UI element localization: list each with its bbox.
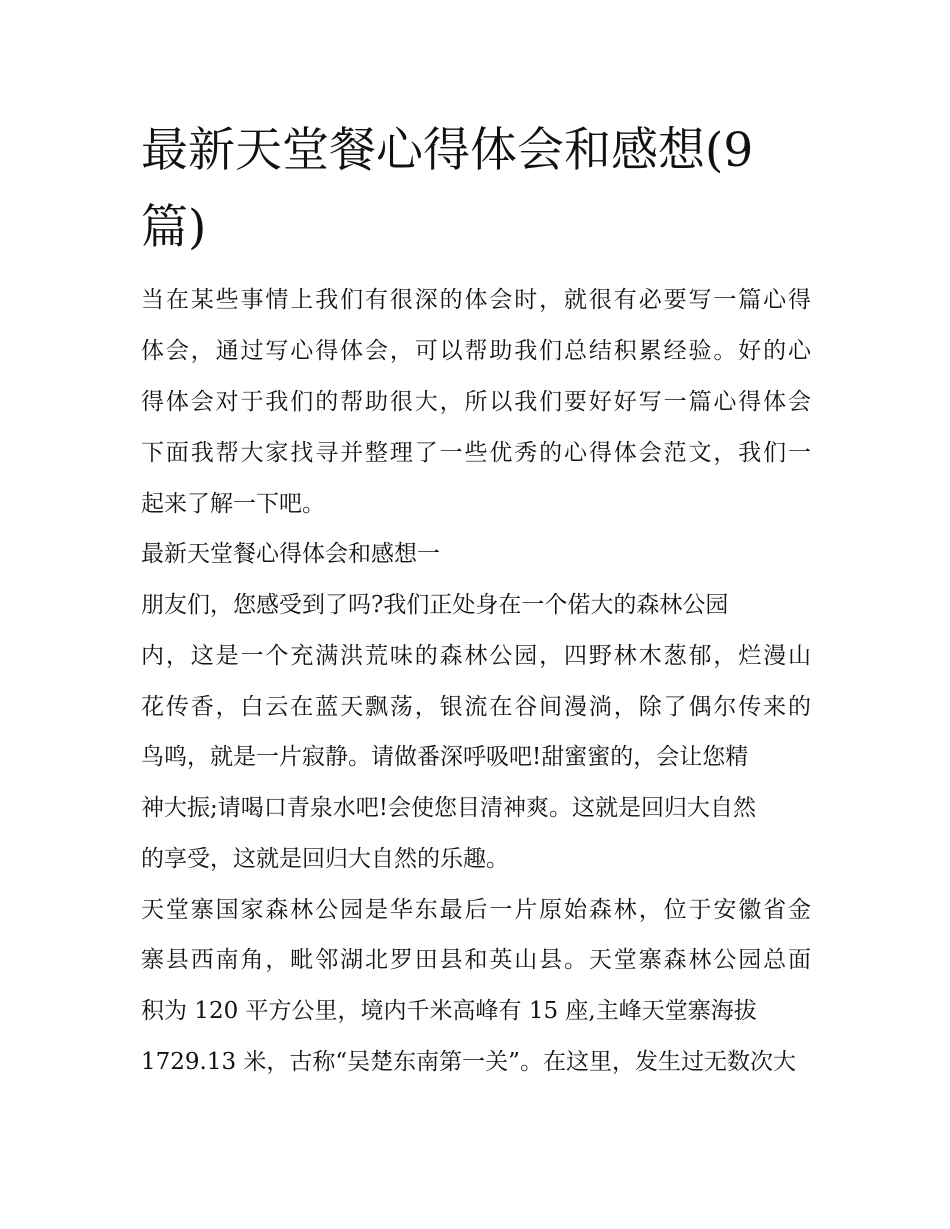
document-title: 最新天堂餐心得体会和感想(9篇) (141, 123, 754, 255)
body-line: 天堂寨国家森林公园是华东最后一片原始森林，位于安徽省金 (141, 897, 811, 923)
body-line: 鸟鸣，就是一片寂静。请做番深呼吸吧!甜蜜蜜的，会让您精 (141, 744, 749, 770)
body-line: 的享受，这就是回归大自然的乐趣。 (141, 846, 509, 872)
intro-line: 起来了解一下吧。 (141, 491, 325, 517)
body-line: 积为 120 平方公里，境内千米高峰有 15 座,主峰天堂寨海拔 (141, 998, 757, 1024)
body-line: 花传香，白云在蓝天飘荡，银流在谷间漫淌，除了偶尔传来的 (141, 694, 811, 720)
body-line: 1729.13 米，古称“吴楚东南第一关”。在这里，发生过无数次大 (141, 1049, 796, 1075)
intro-line: 体会，通过写心得体会，可以帮助我们总结积累经验。好的心 (141, 338, 811, 364)
section-heading: 最新天堂餐心得体会和感想一 (141, 541, 440, 567)
intro-line: 下面我帮大家找寻并整理了一些优秀的心得体会范文，我们一 (141, 440, 811, 466)
intro-line: 当在某些事情上我们有很深的体会时，就很有必要写一篇心得 (141, 287, 811, 313)
body-line: 神大振;请喝口青泉水吧!会使您目清神爽。这就是回归大自然 (141, 795, 756, 821)
body-line: 内，这是一个充满洪荒味的森林公园，四野林木葱郁，烂漫山 (141, 643, 811, 669)
body-line: 朋友们，您感受到了吗?我们正处身在一个偌大的森林公园 (141, 592, 729, 618)
body-line: 寨县西南角，毗邻湖北罗田县和英山县。天堂寨森林公园总面 (141, 947, 811, 973)
intro-line: 得体会对于我们的帮助很大，所以我们要好好写一篇心得体会 (141, 389, 811, 415)
